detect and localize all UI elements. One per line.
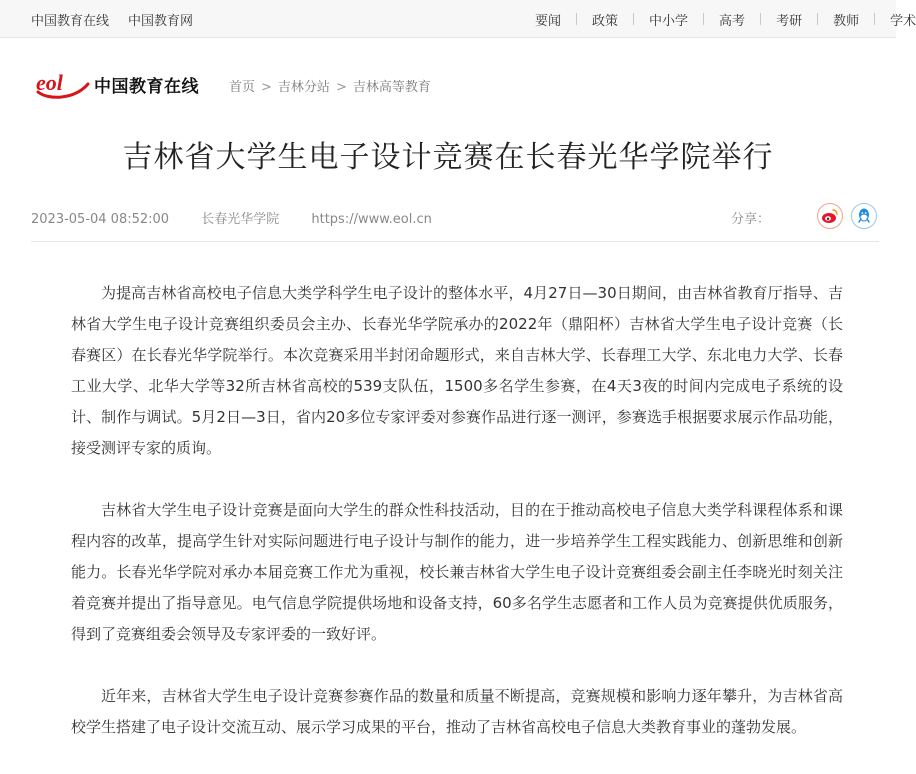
top-nav-bar [0, 0, 916, 38]
article-title: 吉林省大学生电子设计竞赛在长春光华学院举行 [122, 140, 774, 175]
article-paragraph: 吉林省大学生电子设计竞赛是面向大学生的群众性科技活动，目的在于推动高校电子信息大类学科课程体系和课程内容的改革，提高学生针对实际问题进行电子设计与制作的能力，进一步培养学生工程实践能力、创新思维和创新能力。长春光华学院对承办本届竞赛工作尤为重视，校长兼吉林省大学生电子设计竞赛组委会副主任李晓光时刻关注着竞赛并提出了指导意见。电气信息学院提供场地和设备支持，60多名学生志愿者和工作人员为竞赛提供优质服务，得到了竞赛组委会领导及专家评委的一致好评。 [71, 501, 843, 643]
nav-divider [874, 13, 875, 25]
nav-link-kaoyan[interactable]: 考研 [776, 13, 803, 29]
meta-divider [31, 241, 879, 242]
article-url: https://www.eol.cn [311, 212, 432, 227]
publish-date: 2023-05-04 08:52:00 [31, 212, 170, 227]
eol-logo-icon [34, 68, 90, 100]
nav-link-news[interactable]: 要闻 [535, 13, 562, 29]
share-qq-button[interactable] [851, 203, 877, 229]
nav-link-k12[interactable]: 中小学 [649, 13, 689, 29]
logo-name: 中国教育在线 [94, 76, 199, 97]
top-nav-right [535, 0, 916, 38]
breadcrumb [229, 76, 431, 95]
nav-divider [633, 13, 634, 25]
breadcrumb-jilin-higher-ed[interactable]: 吉林高等教育 [352, 80, 431, 95]
breadcrumb-separator: > [335, 80, 347, 95]
breadcrumb-separator: > [261, 80, 272, 95]
nav-divider [760, 13, 761, 25]
top-link-edu-net[interactable]: 中国教育网 [128, 13, 194, 29]
nav-link-teacher[interactable]: 教师 [833, 13, 860, 29]
nav-divider [817, 13, 818, 25]
weibo-icon [821, 208, 839, 224]
nav-link-gaokao[interactable]: 高考 [719, 13, 746, 29]
nav-link-academic[interactable]: 学术 [890, 13, 916, 29]
logo-mark-text: eol [36, 70, 63, 95]
breadcrumb-home[interactable]: 首页 [229, 80, 256, 95]
article-paragraph: 近年来，吉林省大学生电子设计竞赛参赛作品的数量和质量不断提高，竞赛规模和影响力逐年攀升，为吉林省高校学生搭建了电子设计交流互动、展示学习成果的平台，推动了吉林省高校电子信息大类教育事业的蓬勃发展。 [71, 687, 843, 736]
share-weibo-button[interactable] [817, 203, 843, 229]
article-meta [31, 208, 460, 227]
breadcrumb-jilin[interactable]: 吉林分站 [277, 80, 330, 95]
qq-icon [856, 207, 872, 225]
site-logo[interactable] [34, 68, 199, 100]
top-nav-left [31, 0, 212, 38]
nav-divider [576, 13, 577, 25]
top-link-eol-online[interactable]: 中国教育在线 [31, 13, 110, 29]
article-source: 长春光华学院 [201, 212, 280, 227]
nav-divider [703, 13, 704, 25]
nav-link-policy[interactable]: 政策 [592, 13, 619, 29]
share-label: 分享： [731, 212, 771, 227]
article-body [71, 278, 843, 774]
article-paragraph: 为提高吉林省高校电子信息大类学科学生电子设计的整体水平，4月27日—30日期间，由吉林省教育厅指导、吉林省大学生电子设计竞赛组织委员会主办、长春光华学院承办的2022年（鼎阳杯）吉林省大学生电子设计竞赛（长春赛区）在长春光华学院举行。本次竞赛采用半封闭命题形式，来自吉林大学、长春理工大学、东北电力大学、长春工业大学、北华大学等32所吉林省高校的539支队伍，1500多名学生参赛，在4天3夜的时间内完成电子系统的设计、制作与调试。5月2日—3日，省内20多位专家评委对参赛作品进行逐一测评，参赛选手根据要求展示作品功能，接受测评专家的质询。 [71, 284, 843, 457]
